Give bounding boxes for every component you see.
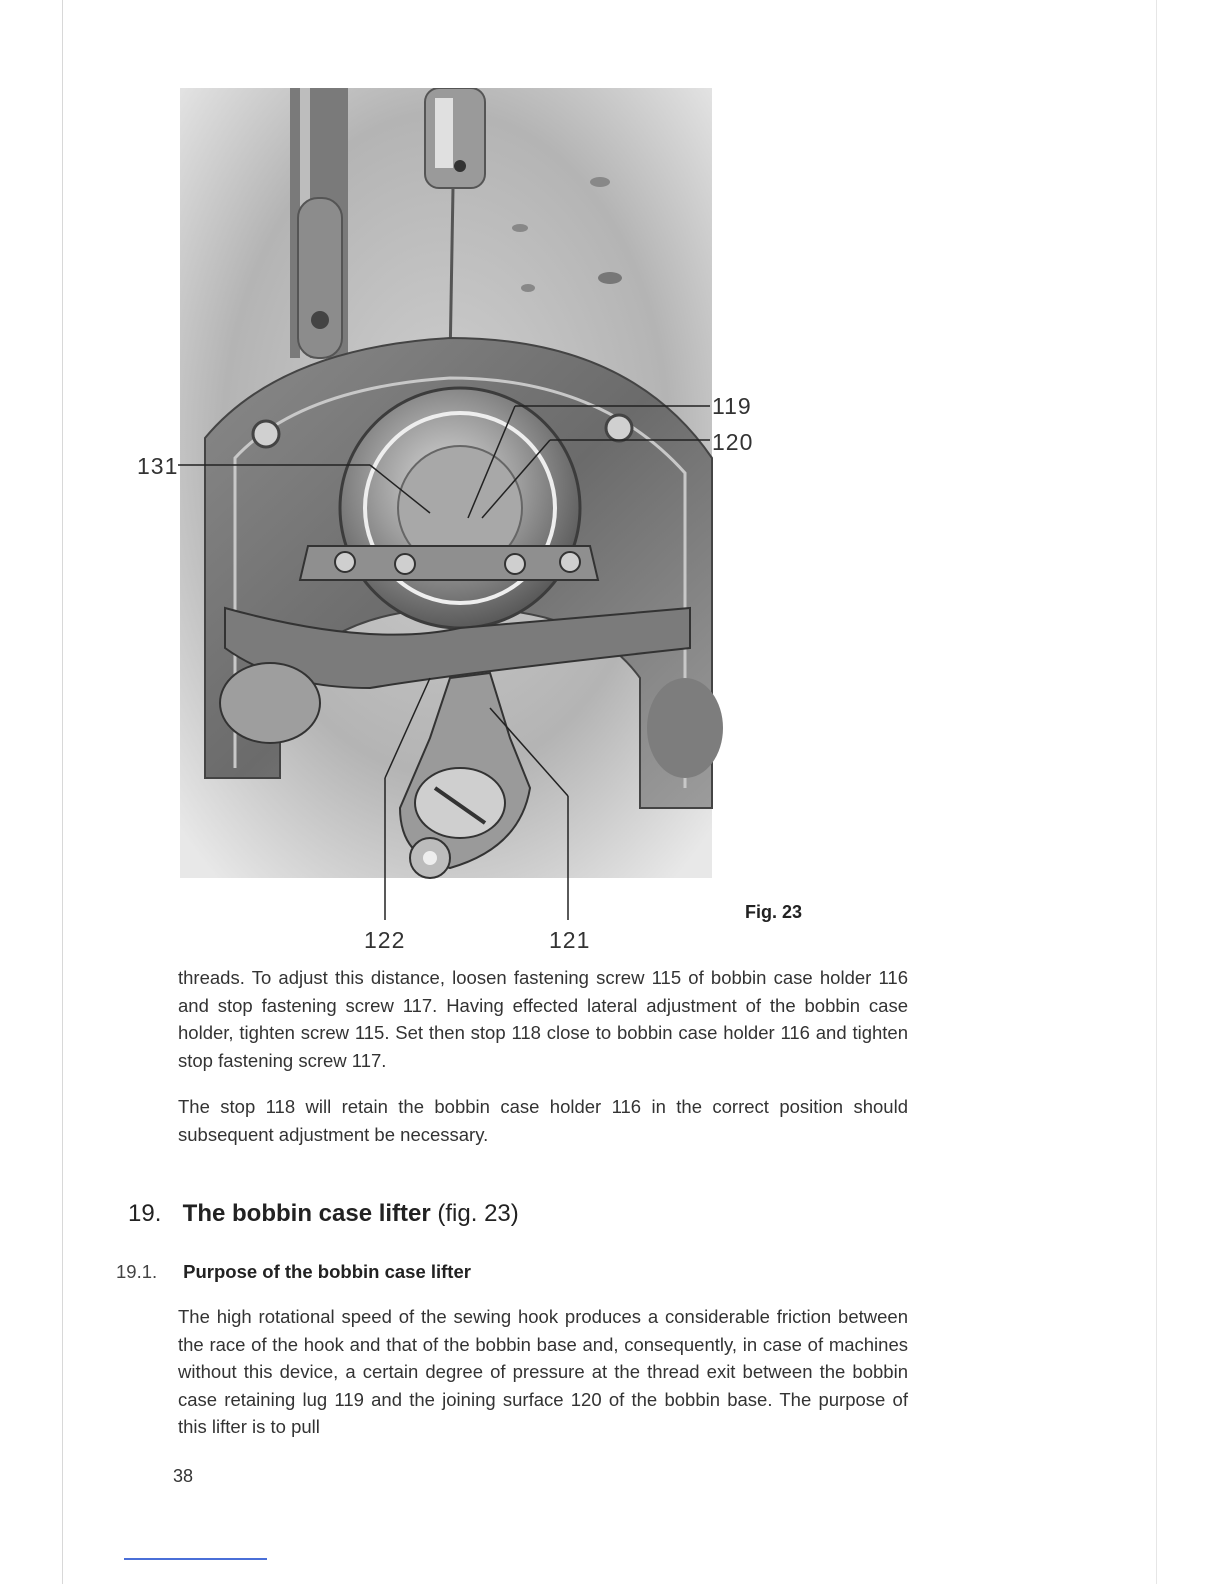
section-heading [128, 1200, 519, 1228]
section-figure-ref: (fig. 23) [437, 1200, 519, 1227]
subsection-paragraph: The high rotational speed of the sewing hook produces a considerable friction between the race of the hook and that of the bobbin base and, consequently, in case of machines without this device, a certain degree of pressure at the thread exit between the bobbin case retaining lug 119 and the joining surface 120 of the bobbin base. The purpose of this lifter is to pull [178, 1306, 908, 1437]
figure-23-photo [130, 88, 830, 958]
sewing-hook-photo [130, 88, 830, 958]
page-edge-left [62, 0, 63, 1584]
subsection-heading [116, 1261, 471, 1283]
body-paragraph-1: threads. To adjust this distance, loosen fastening screw 115 of bobbin case holder 116 and stop fastening screw 117. Having effected lateral adjustment of the bobbin case holder, tighten screw 115. Set then stop 118 close to bobbin case holder 116 and tighten stop fastening screw 117. [178, 967, 908, 1071]
callout-131: 131 [137, 453, 179, 479]
callout-121: 121 [549, 927, 591, 953]
page-edge-right [1156, 0, 1157, 1584]
footer-rule [124, 1558, 267, 1560]
body-paragraph-2: The stop 118 will retain the bobbin case holder 116 in the correct position should subsequent adjustment be necessary. [178, 1096, 908, 1145]
callout-122: 122 [364, 927, 406, 953]
figure-caption: Fig. 23 [745, 902, 803, 922]
callout-119: 119 [712, 393, 752, 419]
section-title: The bobbin case lifter [182, 1200, 431, 1227]
subsection-number: 19.1. [116, 1261, 158, 1282]
subsection-title: Purpose of the bobbin case lifter [183, 1261, 471, 1282]
section-number: 19. [128, 1200, 162, 1227]
callout-120: 120 [712, 429, 754, 455]
page-number: 38 [173, 1466, 194, 1486]
